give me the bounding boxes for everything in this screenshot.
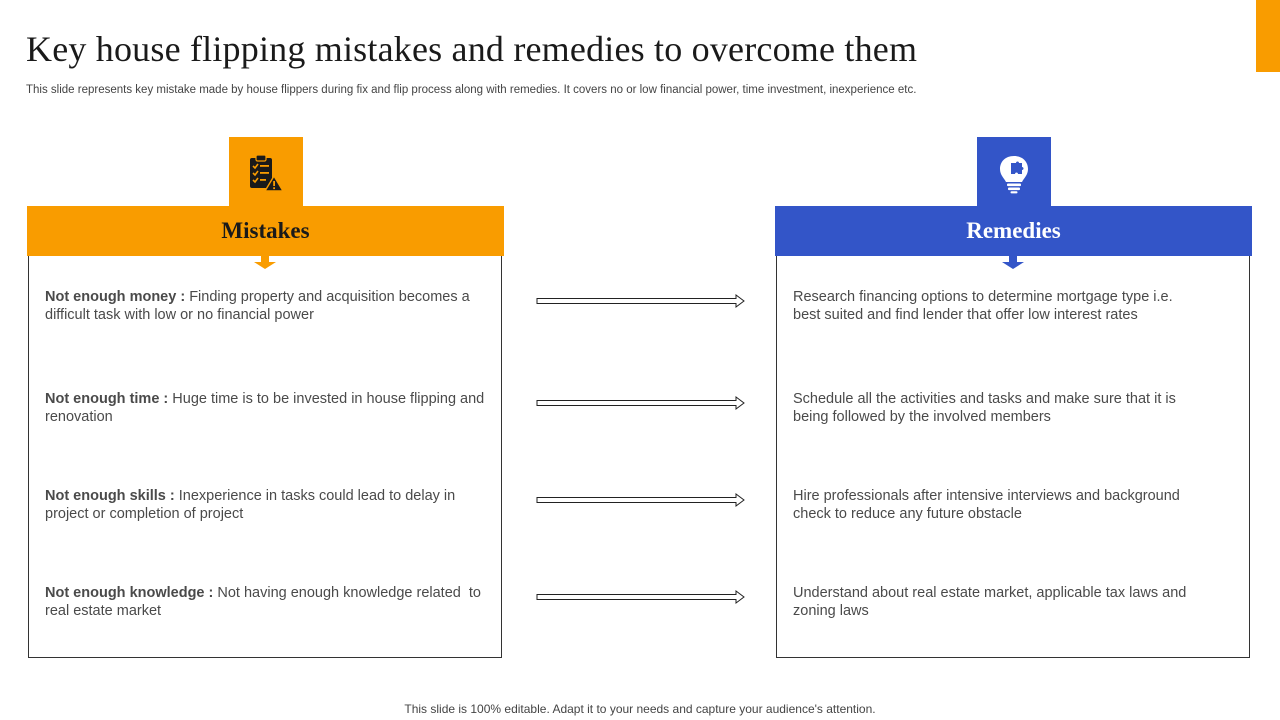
lightbulb-puzzle-icon — [992, 152, 1036, 196]
remedies-box — [776, 254, 1250, 658]
remedy-item: Schedule all the activities and tasks and make sure that it is being followed by the involved members — [793, 391, 1176, 425]
remedy-item: Hire professionals after intensive interviews and background check to reduce any future obstacle — [793, 488, 1180, 522]
remedies-heading: Remedies — [775, 206, 1252, 256]
clipboard-warning-icon — [244, 152, 288, 196]
mistake-item-skills: Not enough skills : Inexperience in tasks could lead to delay in project or completion of project — [45, 488, 456, 522]
page-subtitle: This slide represents key mistake made by house flippers during fix and flip process along with remedies. It covers no or low financial power, time investment, inexperience etc. — [26, 84, 917, 96]
mistake-item-time: Not enough time : Huge time is to be invested in house flipping and renovation — [45, 391, 485, 425]
mistakes-icon-box — [228, 136, 304, 212]
accent-bar — [1256, 0, 1280, 72]
remedies-pointer-icon — [1002, 256, 1024, 269]
mistakes-pointer-icon — [254, 256, 276, 269]
arrow-icon — [536, 493, 746, 507]
mistake-item-knowledge: Not enough knowledge : Not having enough knowledge related to real estate market — [45, 585, 486, 619]
remedy-item: Understand about real estate market, applicable tax laws and zoning laws — [793, 585, 1187, 619]
mistakes-heading: Mistakes — [27, 206, 504, 256]
mistakes-panel — [28, 206, 502, 658]
arrow-icon — [536, 396, 746, 410]
arrow-icon — [536, 294, 746, 308]
remedies-panel — [776, 206, 1250, 658]
remedies-icon-box — [976, 136, 1052, 212]
arrow-icon — [536, 590, 746, 604]
page-title: Key house flipping mistakes and remedies to overcome them — [26, 29, 918, 69]
mistake-item-money: Not enough money : Finding property and acquisition becomes a difficult task with low or no financial power — [45, 289, 470, 323]
mistakes-box — [28, 254, 502, 658]
remedy-item: Research financing options to determine mortgage type i.e. best suited and find lender that offer low interest rates — [793, 289, 1173, 323]
footer-note: This slide is 100% editable. Adapt it to your needs and capture your audience's attention. — [404, 702, 876, 716]
